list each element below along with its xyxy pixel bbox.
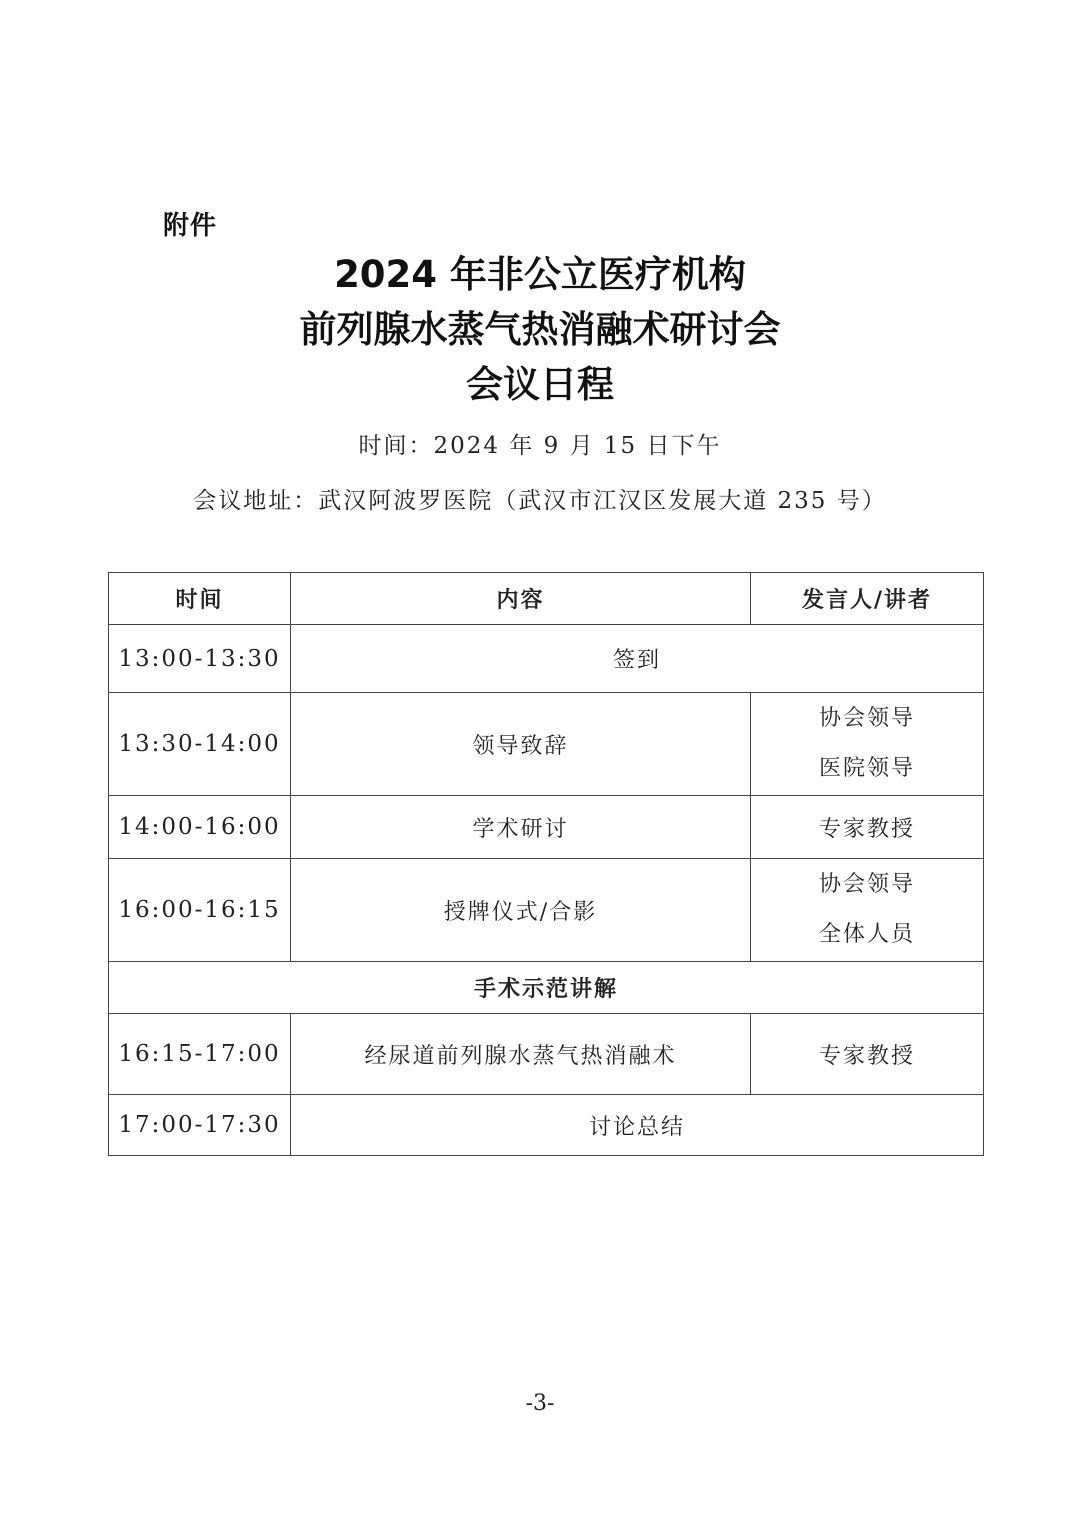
row-content: 经尿道前列腺水蒸气热消融术 — [291, 1014, 751, 1095]
row-time: 14:00-16:00 — [109, 796, 291, 859]
row-speakers — [751, 1014, 984, 1095]
table-row — [109, 1095, 984, 1156]
table-row — [109, 625, 984, 693]
row-content: 讨论总结 — [291, 1095, 984, 1156]
title-line-1: 2024 年非公立医疗机构 — [334, 253, 746, 296]
meeting-address: 会议地址：武汉阿波罗医院（武汉市江汉区发展大道 235 号） — [193, 488, 887, 514]
attachment-label: 附件 — [163, 211, 218, 241]
header-content: 内容 — [291, 573, 751, 625]
table-row — [109, 796, 984, 859]
speaker: 专家教授 — [818, 1043, 915, 1069]
row-content: 领导致辞 — [291, 693, 751, 796]
row-speakers — [751, 693, 984, 796]
row-time: 13:30-14:00 — [109, 693, 291, 796]
row-time: 16:15-17:00 — [109, 1014, 291, 1095]
header-time: 时间 — [109, 573, 291, 625]
speaker: 全体人员 — [818, 922, 915, 947]
row-speakers — [751, 859, 984, 962]
header-speaker: 发言人/讲者 — [751, 573, 984, 625]
row-time: 17:00-17:30 — [109, 1095, 291, 1156]
schedule-table — [108, 572, 984, 1156]
page-number: -3- — [525, 1391, 555, 1416]
row-speakers — [751, 796, 984, 859]
title-line-3: 会议日程 — [466, 363, 614, 406]
speaker: 医院领导 — [818, 756, 915, 781]
speaker: 协会领导 — [818, 872, 915, 897]
table-header-row — [109, 573, 984, 625]
speaker: 协会领导 — [818, 706, 915, 731]
table-section-row — [109, 962, 984, 1014]
section-heading: 手术示范讲解 — [109, 962, 984, 1014]
row-content: 学术研讨 — [291, 796, 751, 859]
row-content: 签到 — [291, 625, 984, 693]
meeting-time: 时间：2024 年 9 月 15 日下午 — [358, 433, 722, 459]
table-row — [109, 693, 984, 796]
title-line-2: 前列腺水蒸气热消融术研讨会 — [299, 308, 781, 351]
table-row — [109, 1014, 984, 1095]
table-row — [109, 859, 984, 962]
speaker: 专家教授 — [818, 816, 915, 842]
row-content: 授牌仪式/合影 — [291, 859, 751, 962]
row-time: 13:00-13:30 — [109, 625, 291, 693]
row-time: 16:00-16:15 — [109, 859, 291, 962]
